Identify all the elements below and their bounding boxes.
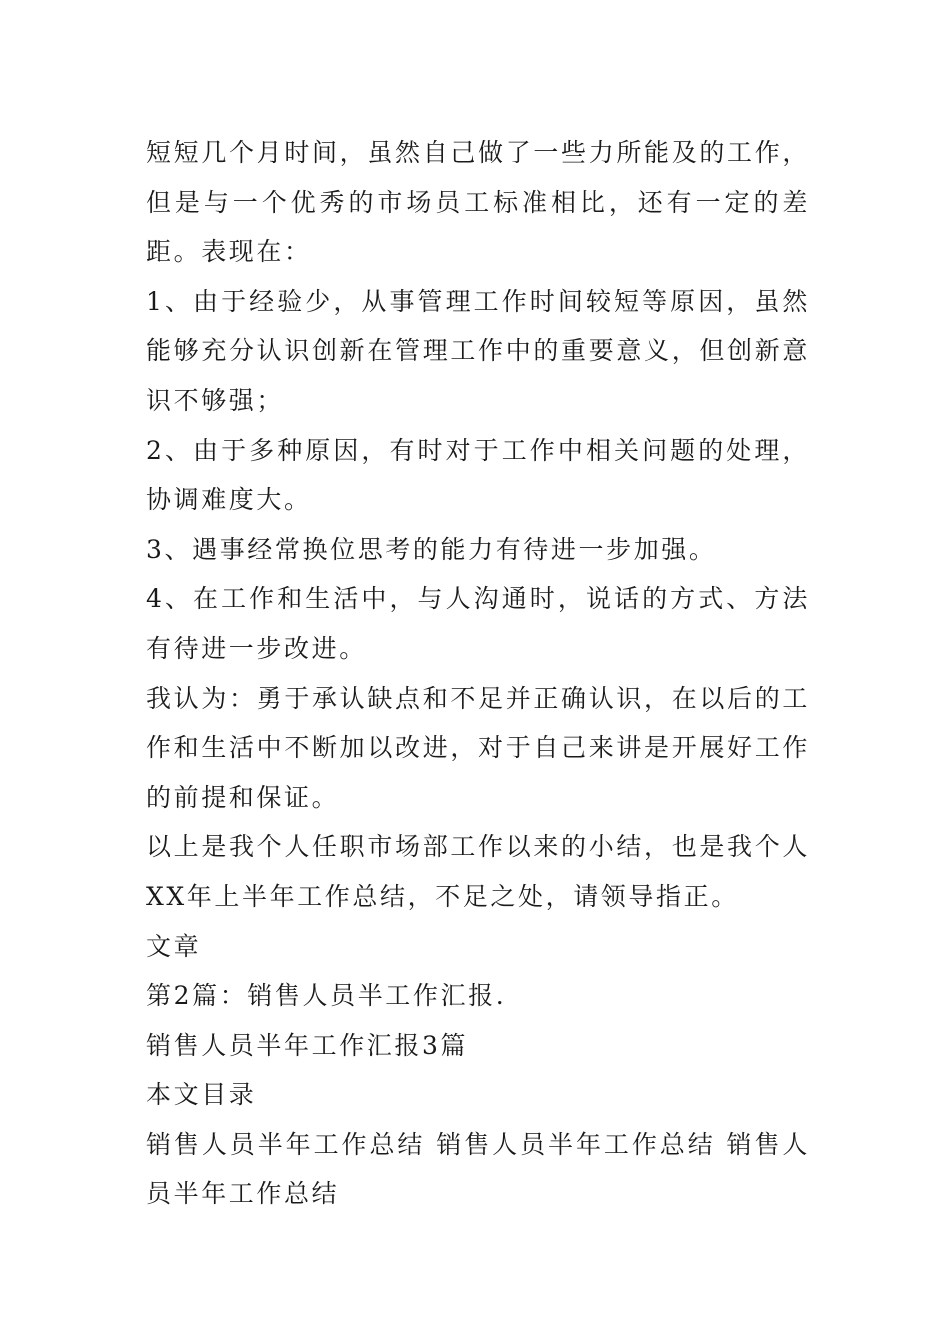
paragraph-report-title: 销售人员半年工作汇报3篇	[146, 1030, 469, 1060]
paragraph-toc-entries: 销售人员半年工作总结 销售人员半年工作总结 销售人员半年工作总结	[146, 1129, 810, 1209]
paragraph-shortcomings-intro: 短短几个月时间，虽然自己做了一些力所能及的工作，但是与一个优秀的市场员工标准相比，还有一定的差距。表现在：	[146, 138, 810, 267]
paragraph-toc-heading: 本文目录	[146, 1080, 257, 1110]
paragraph-conclusion: 以上是我个人任职市场部工作以来的小结，也是我个人XX年上半年工作总结，不足之处，请领导指正。	[146, 832, 810, 911]
paragraph-opinion: 我认为：勇于承认缺点和不足并正确认识，在以后的工作和生活中不断加以改进，对于自己来讲是开展好工作的前提和保证。	[146, 683, 810, 812]
paragraph-item-4: 4、在工作和生活中，与人沟通时，说话的方式、方法有待进一步改进。	[146, 584, 810, 663]
paragraph-item-1: 1、由于经验少，从事管理工作时间较短等原因，虽然能够充分认识创新在管理工作中的重要意义，但创新意识不够强；	[146, 286, 810, 415]
paragraph-article-label: 文章	[146, 931, 202, 961]
paragraph-part-2-title: 第2篇：销售人员半工作汇报.	[146, 981, 507, 1011]
paragraph-item-3: 3、遇事经常换位思考的能力有待进一步加强。	[146, 534, 717, 564]
paragraph-item-2: 2、由于多种原因，有时对于工作中相关问题的处理，协调难度大。	[146, 435, 810, 515]
document-body	[146, 128, 810, 1219]
